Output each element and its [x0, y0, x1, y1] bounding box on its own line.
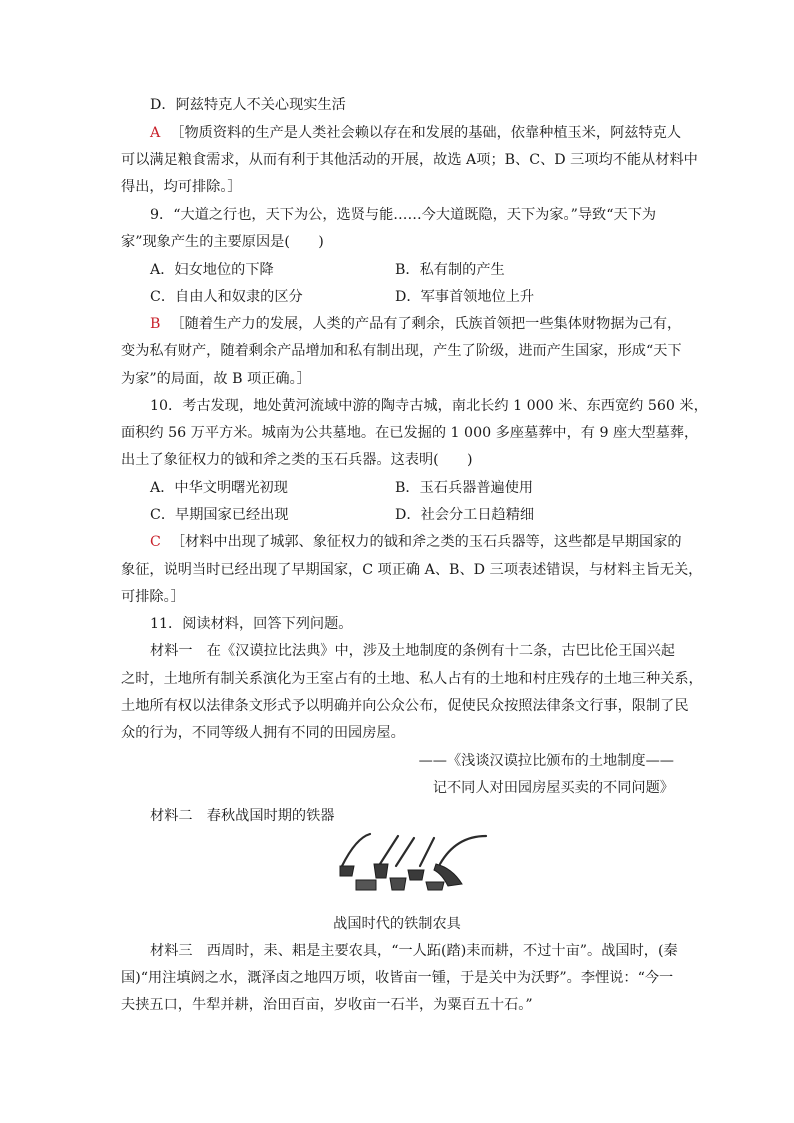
q10-option-c: C．早期国家已经出现	[150, 507, 289, 523]
q10-stem-line: 面积约 56 万平方米。城南为公共墓地。在已发掘的 1 000 多座墓葬中，有 9 座大型墓葬，	[121, 425, 699, 441]
material1-line: 众的行为，不同等级人拥有不同的田园房屋。	[121, 725, 405, 741]
q8-answer-line	[150, 123, 681, 143]
q10-answer-line	[150, 532, 682, 552]
q10-option-d: D．社会分工日趋精细	[395, 507, 535, 523]
material1-line: 材料一 在《汉谟拉比法典》中，涉及土地制度的条例有十二条，古巴比伦王国兴起	[150, 643, 675, 659]
q9-stem-line: 家”现象产生的主要原因是( )	[121, 234, 324, 250]
q10-answer-letter: C	[150, 534, 161, 550]
q10-stem-line: 出土了象征权力的钺和斧之类的玉石兵器。这表明( )	[121, 452, 473, 468]
q8-answer-letter: A	[150, 125, 161, 141]
q9-explanation-line: 变为私有财产，随着剩余产品增加和私有制出现，产生了阶级，进而产生国家，形成“天下	[121, 343, 682, 359]
q10-explanation-line: 象征，说明当时已经出现了早期国家，C 项正确 A、B、D 三项表述错误，与材料主旨无关，	[121, 562, 703, 578]
q9-option-d: D．军事首领地位上升	[395, 289, 535, 305]
q11-stem: 11．阅读材料，回答下列问题。	[150, 616, 353, 632]
material3-line: 材料三 西周时，耒、耜是主要农具，“一人跖(踏)耒而耕，不过十亩”。战国时，(秦	[150, 943, 678, 959]
q9-answer-letter: B	[150, 316, 161, 332]
material1-source-line: ——《浅谈汉谟拉比颁布的土地制度——	[418, 753, 674, 769]
sickle-handle-icon	[440, 836, 486, 864]
q10-explanation-line: 可排除。］	[121, 589, 185, 605]
q10-explanation-line: ［材料中出现了城郭、象征权力的钺和斧之类的玉石兵器等，这些都是早期国家的	[170, 534, 682, 550]
material3-line: 国)“用注填阏之水，溉泽卤之地四万顷，收皆亩一锺，于是关中为沃野”。李悝说：“今一	[121, 970, 674, 986]
q10-option-a: A．中华文明曙光初现	[150, 480, 288, 496]
q8-explanation-line: 可以满足粮食需求，从而有利于其他活动的开展，故选 A项；B、C、D 三项均不能从材料中	[121, 152, 698, 168]
q9-explanation-line: ［随着生产力的发展，人类的产品有了剩余，氏族首领把一些集体财物据为己有，	[170, 316, 682, 332]
hoe-blade-icon	[340, 866, 354, 876]
material1-line: 之时，土地所有制关系演化为王室占有的土地、私人占有的土地和村庄残存的土地三种关系，	[121, 671, 703, 687]
q9-stem-line: 9．“大道之行也，天下为公，选贤与能……今大道既隐，天下为家。”导致“天下为	[150, 207, 657, 223]
shovel-handle-icon	[420, 838, 434, 866]
shovel-blade-icon	[408, 870, 424, 880]
q9-answer-line	[150, 314, 681, 334]
spade-blade-icon	[374, 864, 388, 878]
material2-title: 材料二 春秋战国时期的铁器	[150, 808, 335, 824]
q10-stem-line: 10．考古发现，地处黄河流域中游的陶寺古城，南北长约 1 000 米、东西宽约 560 米，	[150, 398, 708, 414]
material1-line: 土地所有权以法律条文形式予以明确并向公众公布，促使民众按照法律条文行事，限制了民	[121, 698, 689, 714]
q10-option-b: B．玉石兵器普遍使用	[395, 480, 534, 496]
material1-source-line: 记不同人对田园房屋买卖的不同问题》	[432, 780, 674, 796]
q8-explanation-line: ［物质资料的生产是人类社会赖以存在和发展的基础，依靠种植玉米，阿兹特克人	[170, 125, 682, 141]
spade-handle-icon	[380, 836, 398, 864]
q8-option-d: D．阿兹特克人不关心现实生活	[150, 97, 346, 113]
q9-explanation-line: 为家”的局面，故 B 项正确。］	[121, 371, 311, 387]
fork-handle-icon	[396, 838, 414, 866]
figure-caption: 战国时代的铁制农具	[333, 916, 461, 932]
hoe-handle-icon	[342, 834, 370, 866]
material3-line: 夫挟五口，牛犁并耕，治田百亩，岁收亩一石半，为粟百五十石。”	[121, 997, 533, 1013]
q8-explanation-line: 得出，均可排除。］	[121, 179, 242, 195]
q9-option-b: B．私有制的产生	[395, 262, 505, 278]
iron-tools-figure	[336, 828, 490, 894]
q9-option-a: A．妇女地位的下降	[150, 262, 274, 278]
q9-option-c: C．自由人和奴隶的区分	[150, 289, 303, 305]
